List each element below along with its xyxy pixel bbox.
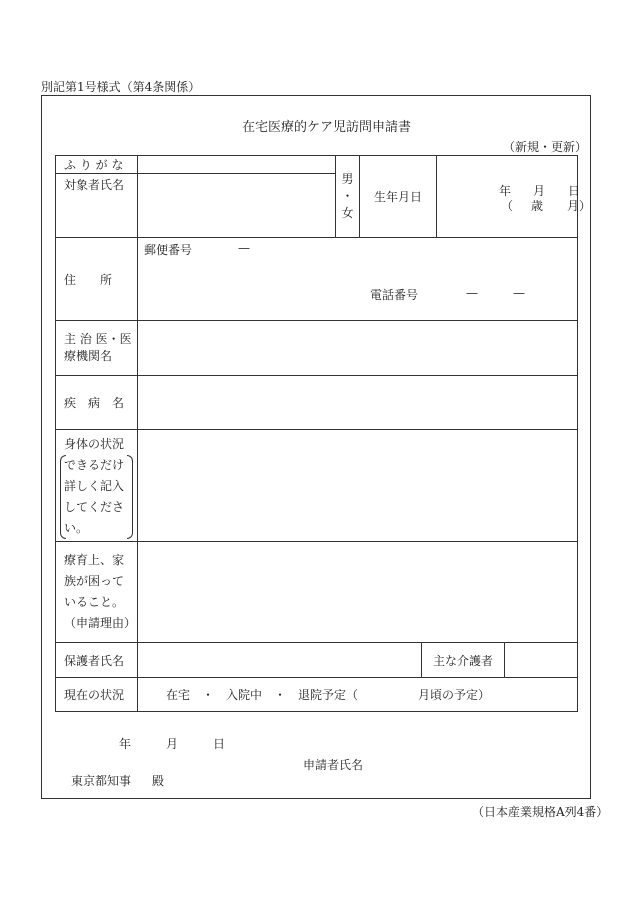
concern-field[interactable] [138, 542, 578, 643]
concern-label [56, 542, 138, 643]
disease-field[interactable] [138, 376, 578, 430]
address-label: 住 所 [56, 238, 138, 321]
paper-size-note: （日本産業規格A列4番） [472, 805, 609, 819]
doctor-field[interactable] [138, 321, 578, 376]
concern-line-4: （申請理由） [64, 616, 137, 630]
body-note [60, 455, 133, 539]
age-years: 歳 [531, 199, 544, 213]
caregiver-cell [422, 643, 578, 678]
body-note-line-3: してくださ [64, 500, 125, 514]
guardian-label: 保護者氏名 [56, 643, 138, 678]
doctor-label [56, 321, 138, 376]
sex-choice[interactable] [336, 156, 360, 238]
concern-line-2: 族が困って [64, 574, 125, 588]
application-type[interactable]: （新規・更新） [503, 140, 588, 154]
sex-dot: ・ [341, 189, 354, 203]
body-condition-field[interactable] [138, 430, 578, 542]
body-note-line-4: い。 [64, 521, 89, 535]
concern-line-3: いること。 [64, 595, 125, 609]
caregiver-field[interactable] [505, 643, 577, 677]
footer-year: 年 [119, 737, 132, 751]
doctor-label-line-2: 療機関名 [64, 349, 113, 363]
postal-dash: — [238, 241, 250, 255]
furigana-label: ふ り が な [56, 156, 138, 174]
phone-dash-1: — [466, 286, 478, 300]
target-name-field[interactable] [138, 174, 336, 238]
birth-year: 年 [499, 184, 512, 198]
honorific: 殿 [152, 774, 165, 788]
birthdate-label: 生年月日 [360, 156, 437, 238]
guardian-field[interactable] [138, 643, 422, 678]
address-field[interactable] [138, 238, 578, 321]
furigana-field[interactable] [138, 156, 336, 174]
applicant-label: 申請者氏名 [303, 758, 364, 772]
postal-label: 郵便番号 [144, 243, 193, 257]
status-label: 現在の状況 [56, 678, 138, 712]
footer-month: 月 [166, 737, 179, 751]
body-note-line-2: 詳しく記入 [64, 479, 125, 493]
concern-line-1: 療育上、家 [64, 553, 125, 567]
body-condition-label [56, 430, 138, 542]
phone-dash-2: — [513, 286, 525, 300]
addressee: 東京都知事 [71, 774, 132, 788]
phone-label: 電話番号 [370, 288, 419, 302]
doctor-label-line-1: 主 治 医・医 [64, 332, 132, 346]
sex-male[interactable]: 男 [341, 172, 354, 186]
status-options[interactable]: 在宅 ・ 入院中 ・ 退院予定（ 月頃の予定） [138, 678, 578, 712]
disease-label: 疾 病 名 [56, 376, 138, 430]
target-name-label: 対象者氏名 [56, 174, 138, 238]
body-note-line-1: できるだけ [64, 458, 125, 472]
sex-female[interactable]: 女 [341, 206, 354, 220]
birth-day: 日 [568, 184, 581, 198]
birth-month: 月 [533, 184, 546, 198]
form-title: 在宅医療的ケア児訪問申請書 [242, 120, 412, 135]
age-open-paren: （ [501, 199, 514, 213]
body-label: 身体の状況 [64, 437, 125, 451]
form-number: 別記第1号様式（第4条関係） [41, 80, 201, 94]
age-months: 月） [567, 199, 592, 213]
caregiver-label: 主な介護者 [422, 643, 505, 677]
footer-day: 日 [213, 737, 226, 751]
application-table [55, 155, 592, 712]
birthdate-field[interactable] [437, 156, 592, 238]
